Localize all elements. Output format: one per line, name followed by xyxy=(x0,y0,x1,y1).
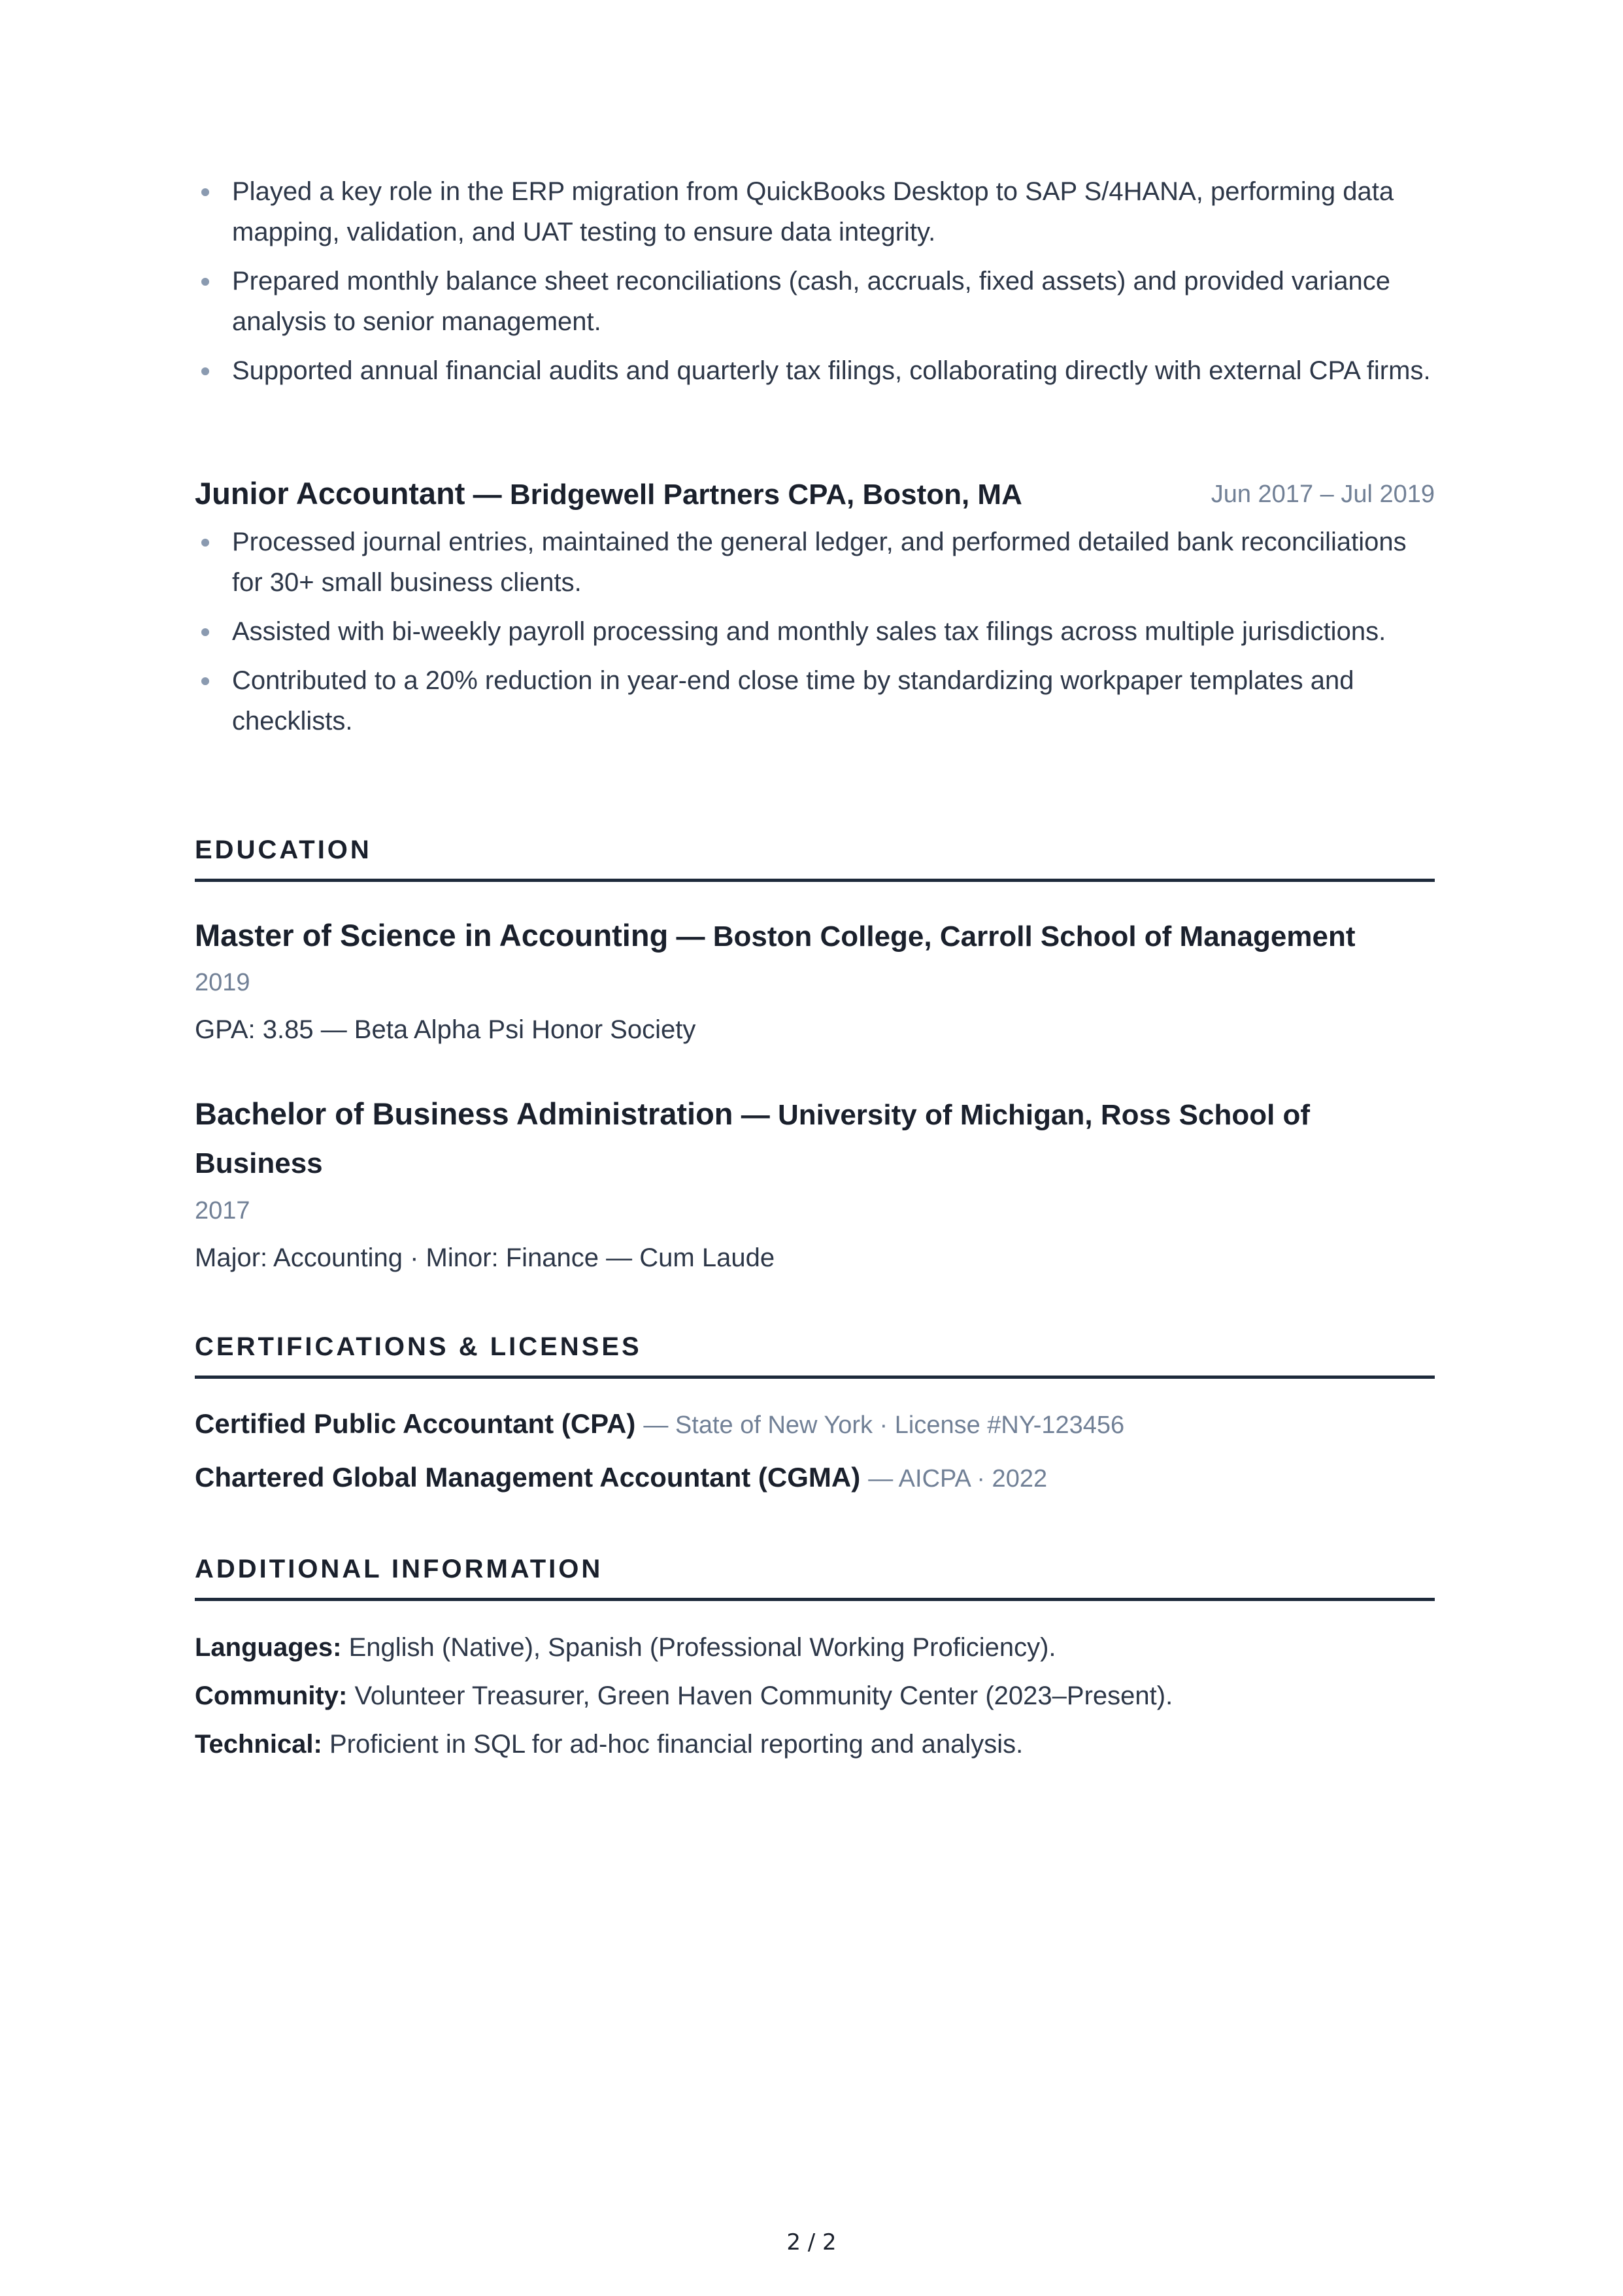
section-title: ADDITIONAL INFORMATION xyxy=(195,1555,603,1583)
info-label: Languages: xyxy=(195,1633,342,1662)
degree-school: — Boston College, Carroll School of Management xyxy=(668,920,1356,953)
education-section xyxy=(195,830,1435,882)
additional-list xyxy=(195,1627,1435,1772)
info-item xyxy=(195,1724,1435,1764)
previous-job-bullets xyxy=(195,171,1435,399)
list-item xyxy=(195,660,1435,741)
bullet-icon xyxy=(201,367,209,375)
certification-item xyxy=(195,1404,1435,1445)
degree-name: Master of Science in Accounting xyxy=(195,918,669,953)
bullet-text: Prepared monthly balance sheet reconciliations (cash, accruals, fixed assets) and provided variance analysis to senior management. xyxy=(232,267,1391,336)
page-number: 2 / 2 xyxy=(786,2229,837,2255)
bullet-icon xyxy=(201,677,209,685)
degree-note: GPA: 3.85 — Beta Alpha Psi Honor Society xyxy=(195,1015,696,1044)
info-item xyxy=(195,1676,1435,1716)
bullet-icon xyxy=(201,188,209,196)
list-item xyxy=(195,350,1435,391)
info-item xyxy=(195,1627,1435,1668)
certification-item xyxy=(195,1458,1435,1498)
bullet-icon xyxy=(201,628,209,636)
info-label: Community: xyxy=(195,1681,348,1710)
section-divider xyxy=(195,1376,1435,1379)
certification-list xyxy=(195,1404,1435,1498)
bullet-text: Processed journal entries, maintained the general ledger, and performed detailed bank reconciliations for 30+ small business clients. xyxy=(232,528,1407,597)
bullet-text: Played a key role in the ERP migration from QuickBooks Desktop to SAP S/4HANA, performing data mapping, validation, and UAT testing to ensure data integrity. xyxy=(232,177,1394,246)
bullet-text: Assisted with bi-weekly payroll processing and monthly sales tax filings across multiple jurisdictions. xyxy=(232,617,1386,646)
job-bullets xyxy=(195,522,1435,750)
info-text: Volunteer Treasurer, Green Haven Community Center (2023–Present). xyxy=(347,1681,1173,1710)
info-text: Proficient in SQL for ad-hoc financial reporting and analysis. xyxy=(322,1730,1024,1759)
certification-detail: — State of New York · License #NY-123456 xyxy=(643,1411,1125,1439)
section-divider xyxy=(195,1598,1435,1601)
additional-section xyxy=(195,1549,1435,1601)
bullet-text: Supported annual financial audits and quarterly tax filings, collaborating directly with external CPA firms. xyxy=(232,356,1431,385)
job-role: Junior Accountant xyxy=(195,476,465,511)
education-entry xyxy=(195,912,1435,1049)
degree-name: Bachelor of Business Administration xyxy=(195,1096,733,1131)
certification-name: Chartered Global Management Accountant (CGMA) xyxy=(195,1462,861,1493)
degree-year: 2019 xyxy=(195,969,250,996)
education-entry xyxy=(195,1090,1435,1277)
job-dates: Jun 2017 – Jul 2019 xyxy=(1211,481,1435,508)
bullet-icon xyxy=(201,539,209,547)
list-item xyxy=(195,522,1435,603)
degree-school: — University of Michigan, Ross School of Business xyxy=(195,1099,1311,1179)
degree-note: Major: Accounting · Minor: Finance — Cum Laude xyxy=(195,1243,775,1272)
section-title: EDUCATION xyxy=(195,836,372,864)
bullet-text: Contributed to a 20% reduction in year-end close time by standardizing workpaper templates and checklists. xyxy=(232,666,1354,735)
certifications-section xyxy=(195,1327,1435,1379)
bullet-icon xyxy=(201,278,209,286)
degree-title xyxy=(195,912,1435,960)
certification-detail: — AICPA · 2022 xyxy=(868,1465,1048,1493)
section-divider xyxy=(195,879,1435,882)
info-text: English (Native), Spanish (Professional Working Proficiency). xyxy=(341,1633,1056,1662)
job-organization: — Bridgewell Partners CPA, Boston, MA xyxy=(465,479,1022,511)
list-item xyxy=(195,611,1435,652)
info-label: Technical: xyxy=(195,1730,322,1759)
degree-year: 2017 xyxy=(195,1197,250,1224)
certification-name: Certified Public Accountant (CPA) xyxy=(195,1408,636,1439)
degree-title xyxy=(195,1090,1435,1187)
section-title: CERTIFICATIONS & LICENSES xyxy=(195,1332,642,1361)
job-header xyxy=(195,471,1435,516)
list-item xyxy=(195,171,1435,252)
list-item xyxy=(195,261,1435,342)
